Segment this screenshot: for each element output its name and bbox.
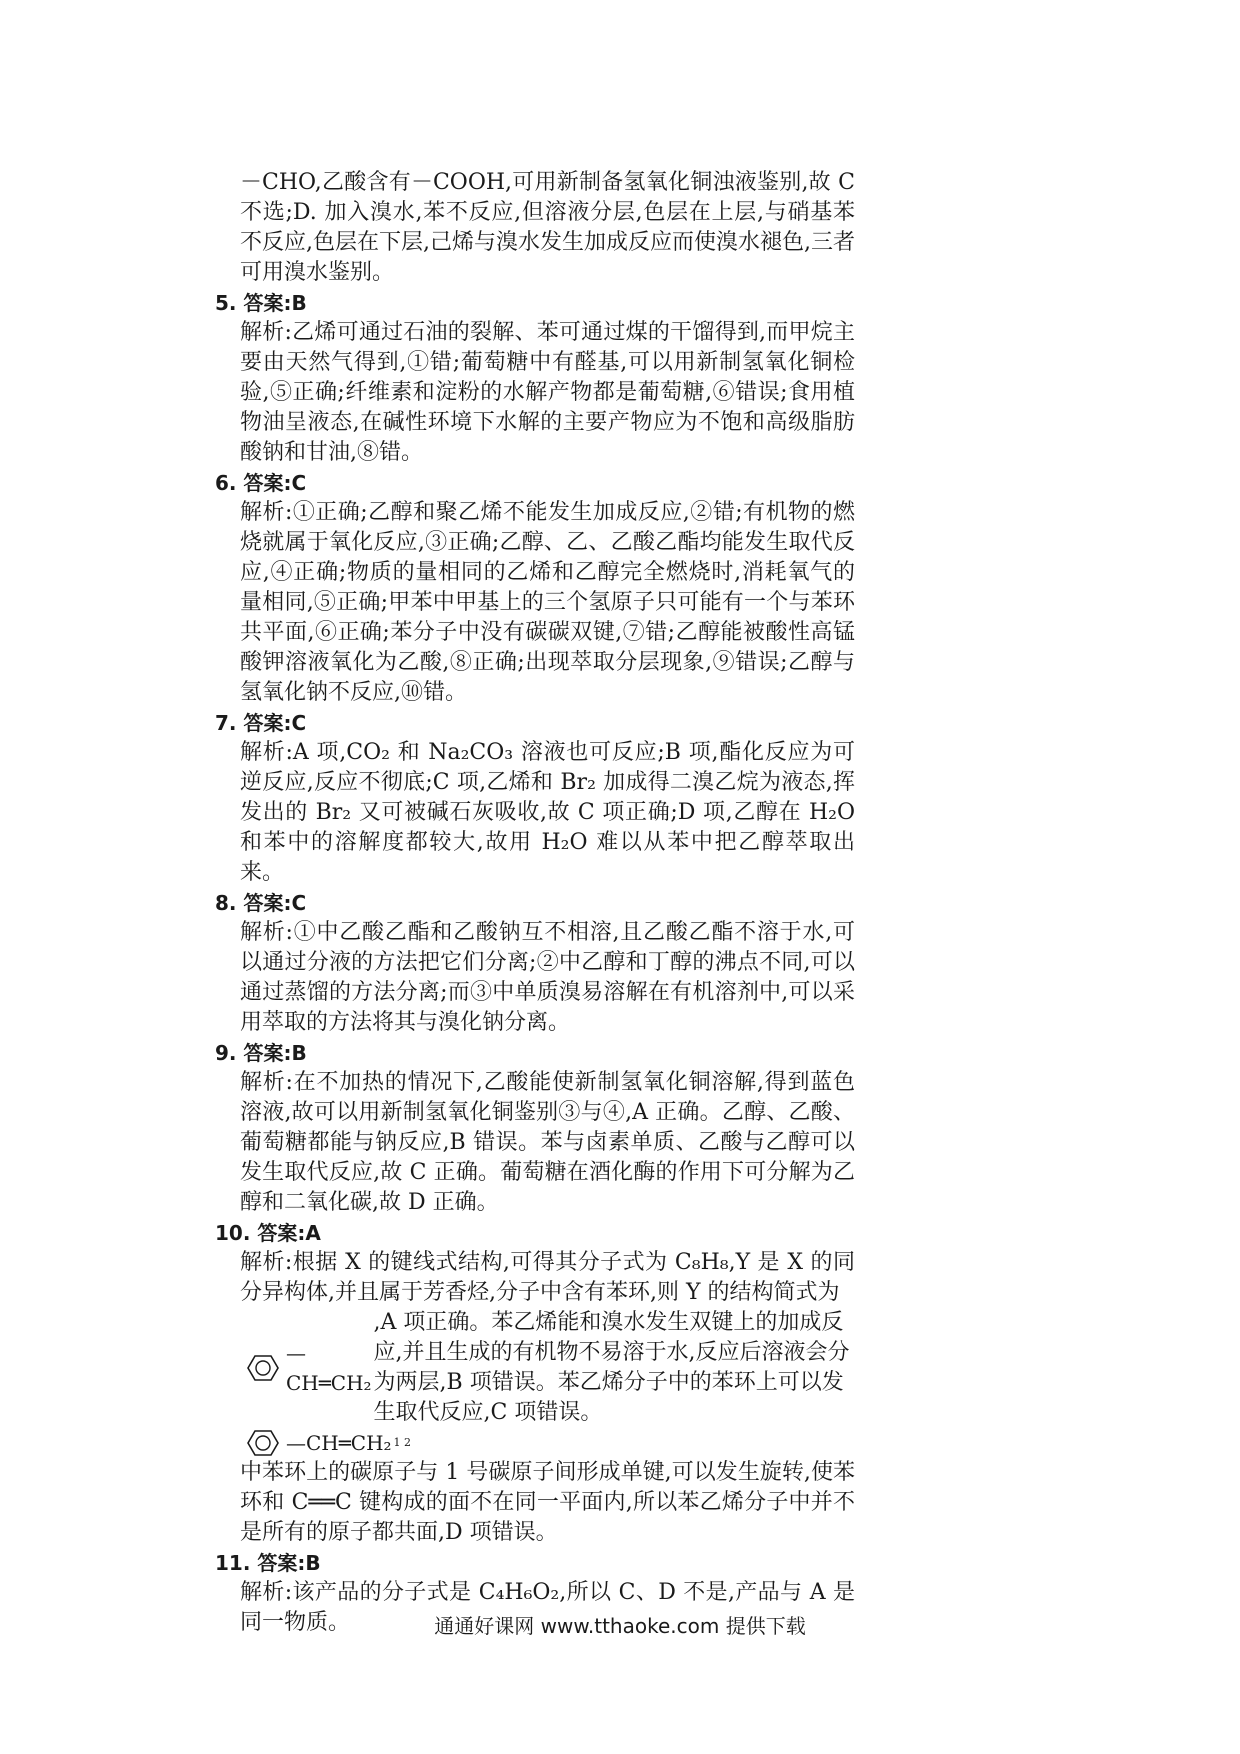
page-footer: 通通好课网 www.tthaoke.com 提供下载 xyxy=(434,1614,806,1638)
styrene-formula-line-2 xyxy=(240,1428,855,1458)
answer-item-8 xyxy=(215,888,855,1038)
item-analysis-part-a: 解析:根据 X 的键线式结构,可得其分子式为 C₈H₈,Y 是 X 的同分异构体,并且属于芳香烃,分子中含有苯环,则 Y 的结构简式为 xyxy=(240,1250,855,1305)
answer-item-9 xyxy=(215,1038,855,1218)
item-answer: 答案:C xyxy=(243,711,307,735)
item-number: 6. xyxy=(215,471,237,495)
item-answer: 答案:C xyxy=(243,471,307,495)
item-analysis: 解析:该产品的分子式是 C₄H₆O₂,所以 C、D 不是,产品与 A 是同一物质。 xyxy=(240,1580,855,1635)
styrene-formula-line-1 xyxy=(240,1308,855,1428)
item-number: 9. xyxy=(215,1041,237,1065)
item-number: 8. xyxy=(215,891,237,915)
answer-item-5 xyxy=(215,288,855,468)
benzene-ring-icon xyxy=(240,1428,286,1458)
item-number: 10. xyxy=(215,1221,251,1245)
benzene-ring-icon xyxy=(240,1353,286,1383)
item-number: 7. xyxy=(215,711,237,735)
answer-item-6 xyxy=(215,468,855,708)
item-analysis: 解析:A 项,CO₂ 和 Na₂CO₃ 溶液也可反应;B 项,酯化反应为可逆反应,反应不彻底;C 项,乙烯和 Br₂ 加成得二溴乙烷为液态,挥发出的 Br₂ 又可被碱石灰吸收,故 C 项正确;D 项,乙醇在 H₂O 和苯中的溶解度都较大,故用 H₂O 难以从苯中把乙醇萃取出来。 xyxy=(240,740,855,885)
item-answer: 答案:A xyxy=(257,1221,321,1245)
item-analysis: 解析:在不加热的情况下,乙酸能使新制氢氧化铜溶解,得到蓝色溶液,故可以用新制氢氧化铜鉴别③与④,A 正确。乙醇、乙酸、葡萄糖都能与钠反应,B 错误。苯与卤素单质、乙酸与乙醇可以发生取代反应,故 C 正确。葡萄糖在酒化酶的作用下可分解为乙醇和二氧化碳,故 D 正确。 xyxy=(240,1070,855,1215)
item-analysis: 解析:①正确;乙醇和聚乙烯不能发生加成反应,②错;有机物的燃烧就属于氧化反应,③正确;乙醇、乙、乙酸乙酯均能发生取代反应,④正确;物质的量相同的乙烯和乙醇完全燃烧时,消耗氧气的量相同,⑤正确;甲苯中甲基上的三个氢原子只可能有一个与苯环共平面,⑥正确;苯分子中没有碳碳双键,⑦错;乙醇能被酸性高锰酸钾溶液氧化为乙酸,⑧正确;出现萃取分层现象,⑨错误;乙醇与氢氧化钠不反应,⑩错。 xyxy=(240,500,856,705)
item-analysis: 解析:①中乙酸乙酯和乙酸钠互不相溶,且乙酸乙酯不溶于水,可以通过分液的方法把它们分离;②中乙醇和丁醇的沸点不同,可以通过蒸馏的方法分离;而③中单质溴易溶解在有机溶剂中,可以采用萃取的方法将其与溴化钠分离。 xyxy=(240,920,855,1035)
vinyl-group-formula-numbered: —CH═CH₂ xyxy=(286,1431,392,1455)
intro-paragraph: －CHO,乙酸含有－COOH,可用新制备氢氧化铜浊液鉴别,故 C 不选;D. 加入溴水,苯不反应,但溶液分层,色层在上层,与硝基苯不反应,色层在下层,己烯与溴水发生加成反应而使溴水褪色,三者可用溴水鉴别。 xyxy=(240,170,855,285)
item-analysis: 解析:乙烯可通过石油的裂解、苯可通过煤的干馏得到,而甲烷主要由天然气得到,①错;葡萄糖中有醛基,可以用新制氢氧化铜检验,⑤正确;纤维素和淀粉的水解产物都是葡萄糖,⑥错误;食用植物油呈液态,在碱性环境下水解的主要产物应为不饱和高级脂肪酸钠和甘油,⑧错。 xyxy=(240,320,855,465)
carbon-number-labels: 1 2 xyxy=(393,1436,412,1449)
item-answer: 答案:B xyxy=(257,1551,321,1575)
item-answer: 答案:B xyxy=(243,291,307,315)
item-analysis-part-b: ,A 项正确。苯乙烯能和溴水发生双键上的加成反应,并且生成的有机物不易溶于水,反应后溶液会分为两层,B 项错误。苯乙烯分子中的苯环上可以发生取代反应,C 项错误。 xyxy=(373,1310,850,1425)
answer-item-7 xyxy=(215,708,855,888)
vinyl-group-formula: —CH═CH₂ xyxy=(286,1341,372,1395)
item-number: 5. xyxy=(215,291,237,315)
item-analysis-part-c: 中苯环上的碳原子与 1 号碳原子间形成单键,可以发生旋转,使苯环和 C══C 键构成的面不在同一平面内,所以苯乙烯分子中并不是所有的原子都共面,D 项错误。 xyxy=(240,1460,855,1545)
item-answer: 答案:C xyxy=(243,891,307,915)
item-answer: 答案:B xyxy=(243,1041,307,1065)
item-number: 11. xyxy=(215,1551,251,1575)
answer-content xyxy=(215,168,855,1638)
answer-item-10 xyxy=(215,1218,855,1548)
